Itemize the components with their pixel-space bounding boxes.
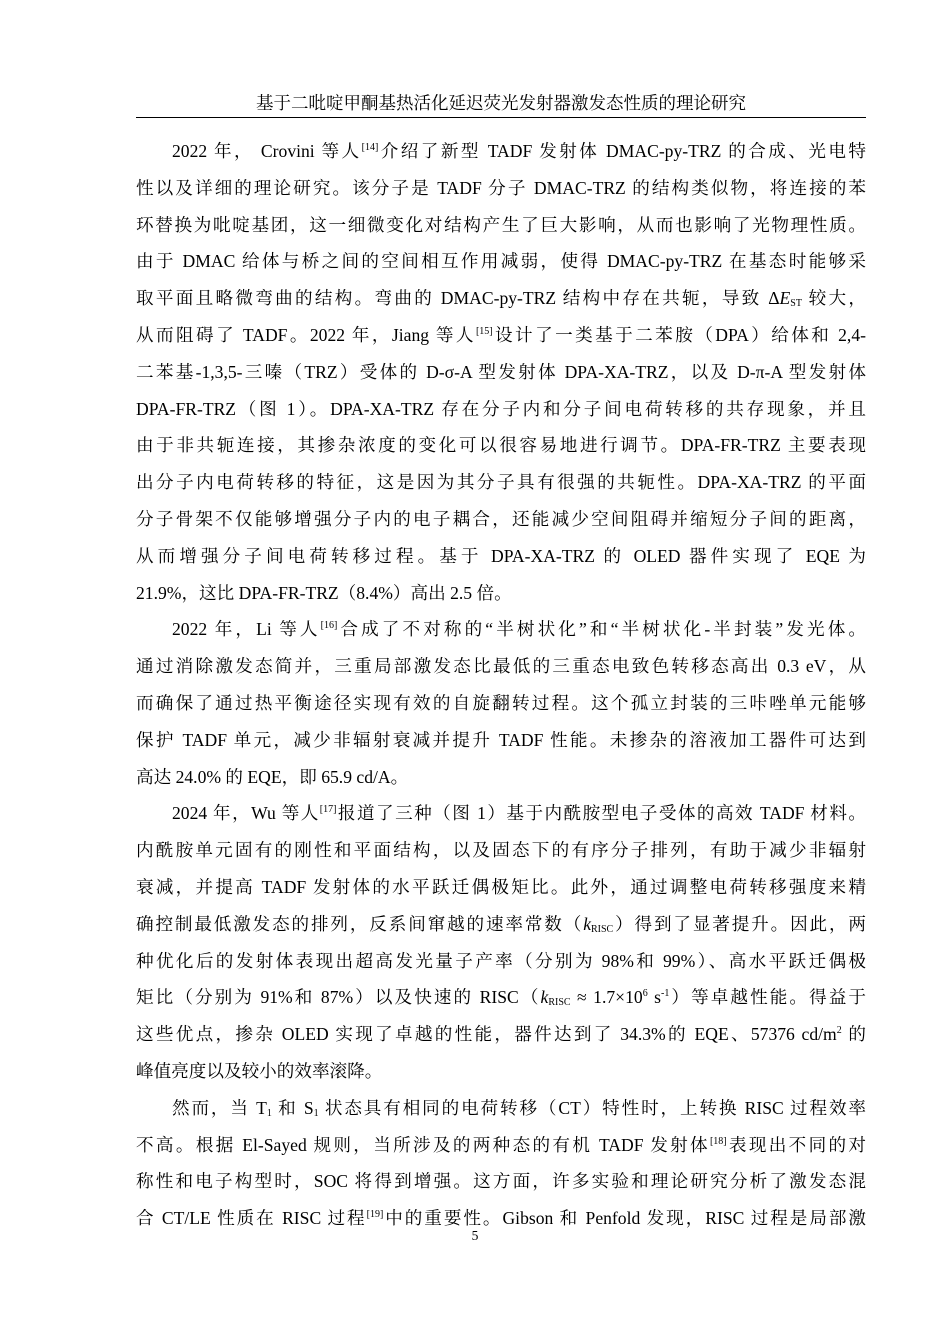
text-line: 21.9%，这比 DPA-FR-TRZ（8.4%）高出 2.5 倍。: [136, 582, 512, 603]
text-line: 通过消除激发态简并，三重局部激发态比最低的三重态电致色转移态高出 0.3 eV，从: [136, 656, 866, 677]
text-line: 保护 TADF 单元，减少非辐射衰减并提升 TADF 性能。未掺杂的溶液加工器件可达到: [136, 729, 866, 750]
text-line: 衰减，并提高 TADF 发射体的水平跃迁偶极矩比。此外，通过调整电荷转移强度来精: [136, 876, 866, 897]
text-line: 取平面且略微弯曲的结构。弯曲的 DMAC-py-TRZ 结构中存在共轭，导致 $\Delta E_{ST}$ 较大，: [136, 288, 866, 310]
text-line: 分子骨架不仅能够增强分子内的电子耦合，还能减少空间阻碍并缩短分子间的距离，: [136, 508, 866, 529]
text-line: 种优化后的发射体表现出超高发光量子产率（分别为 98%和 99%）、高水平跃迁偶极: [136, 950, 866, 971]
running-header: 基于二吡啶甲酮基热活化延迟荧光发射器激发态性质的理论研究: [136, 89, 866, 118]
text-line: 由于 DMAC 给体与桥之间的空间相互作用减弱，使得 DMAC-py-TRZ 在基态时能够采: [136, 251, 866, 272]
text-line: 这些优点，掺杂 OLED 实现了卓越的性能，器件达到了 34.3%的 EQE、57376 $cd/m^2$ 的: [136, 1024, 866, 1045]
text-line: 而确保了通过热平衡途径实现有效的自旋翻转过程。这个孤立封装的三咔唑单元能够: [136, 692, 866, 713]
text-line: 环替换为吡啶基团，这一细微变化对结构产生了巨大影响，从而也影响了光物理性质。: [136, 214, 866, 235]
text-line: 称性和电子构型时，SOC 将得到增强。这方面，许多实验和理论研究分析了激发态混: [136, 1171, 866, 1192]
text-line: 性以及详细的理论研究。该分子是 TADF 分子 DMAC-TRZ 的结构类似物，将连接的苯: [136, 177, 866, 198]
text-line: 2024 年，Wu 等人[17]报道了三种（图 1）基于内酰胺型电子受体的高效 TADF 材料。: [172, 803, 866, 824]
text-line: 合 CT/LE 性质在 RISC 过程[19]中的重要性。Gibson 和 Penfold 发现，RISC 过程是局部激: [136, 1208, 866, 1229]
body-text: [136, 133, 866, 1237]
text-line: 出分子内电荷转移的特征，这是因为其分子具有很强的共轭性。DPA-XA-TRZ 的平面: [136, 472, 866, 493]
text-line: 二苯基-1,3,5-三嗪（TRZ）受体的 D-σ-A 型发射体 DPA-XA-TRZ，以及 D-π-A 型发射体: [136, 361, 866, 382]
text-line: 从而阻碍了 TADF。2022 年，Jiang 等人[15]设计了一类基于二苯胺（DPA）给体和 2,4-: [136, 324, 866, 345]
text-line: 内酰胺单元固有的刚性和平面结构，以及固态下的有序分子排列，有助于减少非辐射: [136, 840, 866, 861]
text-line: 从而增强分子间电荷转移过程。基于 DPA-XA-TRZ 的 OLED 器件实现了 EQE 为: [136, 545, 866, 566]
text-line: 由于非共轭连接，其掺杂浓度的变化可以很容易地进行调节。DPA-FR-TRZ 主要表现: [136, 435, 866, 456]
text-line: 然而，当 $T_1$ 和 $S_1$ 状态具有相同的电荷转移（CT）特性时，上转换 RISC 过程效率: [172, 1097, 866, 1119]
text-line: 高达 24.0% 的 EQE，即 65.9 cd/A。: [136, 766, 409, 787]
text-line: 确控制最低激发态的排列，反系间窜越的速率常数$(k_{RISC})$得到了显著提升。因此，两: [136, 913, 866, 935]
text-line: 矩比（分别为 91%和 87%）以及快速的 $RISC(k_{RISC} \approx 1.7\times 10^6$ $s^{-1}$）等卓越性能。得益于: [136, 987, 866, 1009]
text-line: 2022 年， Crovini 等人[14]介绍了新型 TADF 发射体 DMAC-py-TRZ 的合成、光电特: [172, 141, 866, 161]
text-line: 峰值亮度以及较小的效率滚降。: [136, 1060, 383, 1081]
text-line: DPA-FR-TRZ（图 1）。DPA-XA-TRZ 存在分子内和分子间电荷转移的共存现象，并且: [136, 398, 866, 419]
text-line: 不高。根据 El-Sayed 规则，当所涉及的两种态的有机 TADF 发射体[18]表现出不同的对: [136, 1134, 866, 1155]
text-line: 2022 年，Li 等人[16]合成了不对称的“半树状化”和“半树状化-半封装”发光体。: [172, 619, 866, 640]
page-number: 5: [471, 1228, 479, 1243]
